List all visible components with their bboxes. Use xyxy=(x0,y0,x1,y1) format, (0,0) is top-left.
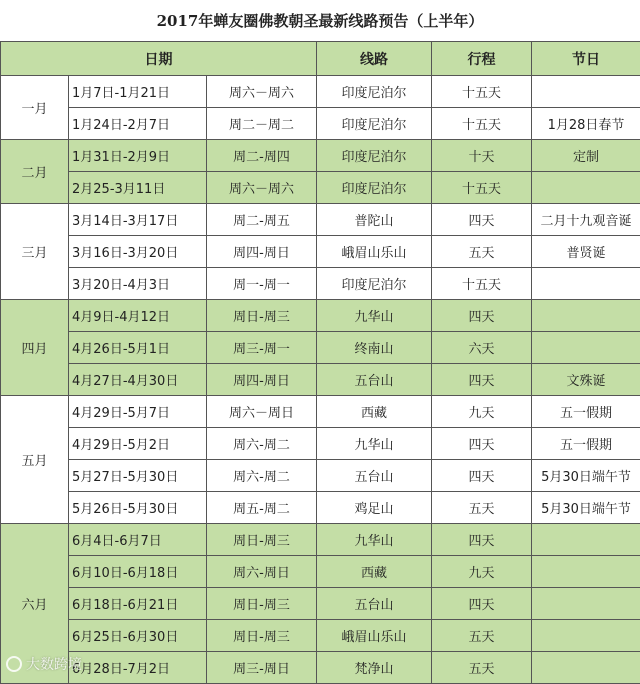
weekday-cell: 周三-周一 xyxy=(207,332,317,364)
table-row xyxy=(1,140,640,172)
route-cell: 印度尼泊尔 xyxy=(317,268,432,300)
festival-cell xyxy=(532,332,640,364)
table-row xyxy=(1,204,640,236)
festival-cell: 5月30日端午节 xyxy=(532,460,640,492)
weekday-cell: 周四-周日 xyxy=(207,364,317,396)
festival-cell: 定制 xyxy=(532,140,640,172)
table-row xyxy=(1,556,640,588)
header-festival: 节日 xyxy=(532,42,640,76)
days-cell: 九天 xyxy=(432,556,532,588)
route-cell: 鸡足山 xyxy=(317,492,432,524)
date-cell: 6月28日-7月2日 xyxy=(69,652,207,684)
date-cell: 5月27日-5月30日 xyxy=(69,460,207,492)
date-cell: 3月20日-4月3日 xyxy=(69,268,207,300)
date-cell: 3月16日-3月20日 xyxy=(69,236,207,268)
month-cell: 一月 xyxy=(1,76,69,140)
festival-cell xyxy=(532,268,640,300)
weekday-cell: 周日-周三 xyxy=(207,588,317,620)
weekday-cell: 周二-周四 xyxy=(207,140,317,172)
date-cell: 1月24日-2月7日 xyxy=(69,108,207,140)
days-cell: 十五天 xyxy=(432,76,532,108)
route-cell: 西藏 xyxy=(317,396,432,428)
route-cell: 印度尼泊尔 xyxy=(317,140,432,172)
weekday-cell: 周六-周日 xyxy=(207,556,317,588)
weekday-cell: 周五-周二 xyxy=(207,492,317,524)
table-row xyxy=(1,460,640,492)
table-row xyxy=(1,428,640,460)
date-cell: 4月29日-5月7日 xyxy=(69,396,207,428)
table-row xyxy=(1,236,640,268)
watermark-logo-icon xyxy=(6,656,22,672)
route-cell: 九华山 xyxy=(317,428,432,460)
date-cell: 6月25日-6月30日 xyxy=(69,620,207,652)
weekday-cell: 周六－周日 xyxy=(207,396,317,428)
month-cell: 二月 xyxy=(1,140,69,204)
festival-cell: 五一假期 xyxy=(532,396,640,428)
date-cell: 4月27日-4月30日 xyxy=(69,364,207,396)
table-row xyxy=(1,588,640,620)
days-cell: 四天 xyxy=(432,524,532,556)
route-cell: 印度尼泊尔 xyxy=(317,76,432,108)
table-row xyxy=(1,620,640,652)
watermark xyxy=(6,654,82,674)
table-row xyxy=(1,332,640,364)
route-cell: 西藏 xyxy=(317,556,432,588)
weekday-cell: 周一-周一 xyxy=(207,268,317,300)
route-cell: 峨眉山乐山 xyxy=(317,236,432,268)
date-cell: 5月26日-5月30日 xyxy=(69,492,207,524)
weekday-cell: 周二-周五 xyxy=(207,204,317,236)
date-cell: 4月29日-5月2日 xyxy=(69,428,207,460)
date-cell: 2月25-3月11日 xyxy=(69,172,207,204)
weekday-cell: 周日-周三 xyxy=(207,524,317,556)
route-cell: 五台山 xyxy=(317,460,432,492)
route-cell: 五台山 xyxy=(317,364,432,396)
table-row xyxy=(1,364,640,396)
table-row xyxy=(1,268,640,300)
header-row xyxy=(1,42,640,76)
date-cell: 6月18日-6月21日 xyxy=(69,588,207,620)
days-cell: 十五天 xyxy=(432,108,532,140)
days-cell: 九天 xyxy=(432,396,532,428)
festival-cell xyxy=(532,172,640,204)
date-cell: 4月26日-5月1日 xyxy=(69,332,207,364)
days-cell: 十五天 xyxy=(432,268,532,300)
festival-cell: 五一假期 xyxy=(532,428,640,460)
month-cell: 六月 xyxy=(1,524,69,684)
weekday-cell: 周六－周六 xyxy=(207,172,317,204)
date-cell: 1月31日-2月9日 xyxy=(69,140,207,172)
header-date: 日期 xyxy=(1,42,317,76)
days-cell: 五天 xyxy=(432,236,532,268)
days-cell: 十天 xyxy=(432,140,532,172)
festival-cell xyxy=(532,556,640,588)
festival-cell xyxy=(532,620,640,652)
weekday-cell: 周四-周日 xyxy=(207,236,317,268)
days-cell: 四天 xyxy=(432,300,532,332)
festival-cell xyxy=(532,524,640,556)
header-days: 行程 xyxy=(432,42,532,76)
route-cell: 五台山 xyxy=(317,588,432,620)
days-cell: 四天 xyxy=(432,204,532,236)
header-route: 线路 xyxy=(317,42,432,76)
watermark-text: 大数跨境 xyxy=(26,654,82,674)
days-cell: 十五天 xyxy=(432,172,532,204)
weekday-cell: 周六-周二 xyxy=(207,428,317,460)
weekday-cell: 周二－周二 xyxy=(207,108,317,140)
table-row xyxy=(1,492,640,524)
month-cell: 三月 xyxy=(1,204,69,300)
days-cell: 四天 xyxy=(432,588,532,620)
table-row xyxy=(1,652,640,684)
page-title: 2017年蝉友圈佛教朝圣最新线路预告（上半年） xyxy=(0,0,640,41)
festival-cell: 1月28日春节 xyxy=(532,108,640,140)
days-cell: 五天 xyxy=(432,652,532,684)
table-row xyxy=(1,76,640,108)
date-cell: 6月10日-6月18日 xyxy=(69,556,207,588)
days-cell: 四天 xyxy=(432,428,532,460)
festival-cell: 文殊诞 xyxy=(532,364,640,396)
festival-cell xyxy=(532,588,640,620)
days-cell: 六天 xyxy=(432,332,532,364)
weekday-cell: 周三-周日 xyxy=(207,652,317,684)
date-cell: 3月14日-3月17日 xyxy=(69,204,207,236)
route-cell: 印度尼泊尔 xyxy=(317,108,432,140)
days-cell: 四天 xyxy=(432,364,532,396)
festival-cell xyxy=(532,652,640,684)
festival-cell: 5月30日端午节 xyxy=(532,492,640,524)
weekday-cell: 周六－周六 xyxy=(207,76,317,108)
table-row xyxy=(1,108,640,140)
weekday-cell: 周日-周三 xyxy=(207,300,317,332)
route-cell: 九华山 xyxy=(317,524,432,556)
route-cell: 梵净山 xyxy=(317,652,432,684)
table-row xyxy=(1,172,640,204)
route-cell: 普陀山 xyxy=(317,204,432,236)
month-cell: 四月 xyxy=(1,300,69,396)
festival-cell xyxy=(532,300,640,332)
days-cell: 五天 xyxy=(432,492,532,524)
route-cell: 九华山 xyxy=(317,300,432,332)
festival-cell xyxy=(532,76,640,108)
month-cell: 五月 xyxy=(1,396,69,524)
date-cell: 4月9日-4月12日 xyxy=(69,300,207,332)
table-row xyxy=(1,524,640,556)
date-cell: 1月7日-1月21日 xyxy=(69,76,207,108)
date-cell: 6月4日-6月7日 xyxy=(69,524,207,556)
route-cell: 终南山 xyxy=(317,332,432,364)
days-cell: 五天 xyxy=(432,620,532,652)
table-body xyxy=(1,76,640,684)
route-cell: 峨眉山乐山 xyxy=(317,620,432,652)
festival-cell: 普贤诞 xyxy=(532,236,640,268)
festival-cell: 二月十九观音诞 xyxy=(532,204,640,236)
table-row xyxy=(1,396,640,428)
weekday-cell: 周日-周三 xyxy=(207,620,317,652)
schedule-table xyxy=(0,41,640,684)
weekday-cell: 周六-周二 xyxy=(207,460,317,492)
table-row xyxy=(1,300,640,332)
days-cell: 四天 xyxy=(432,460,532,492)
route-cell: 印度尼泊尔 xyxy=(317,172,432,204)
